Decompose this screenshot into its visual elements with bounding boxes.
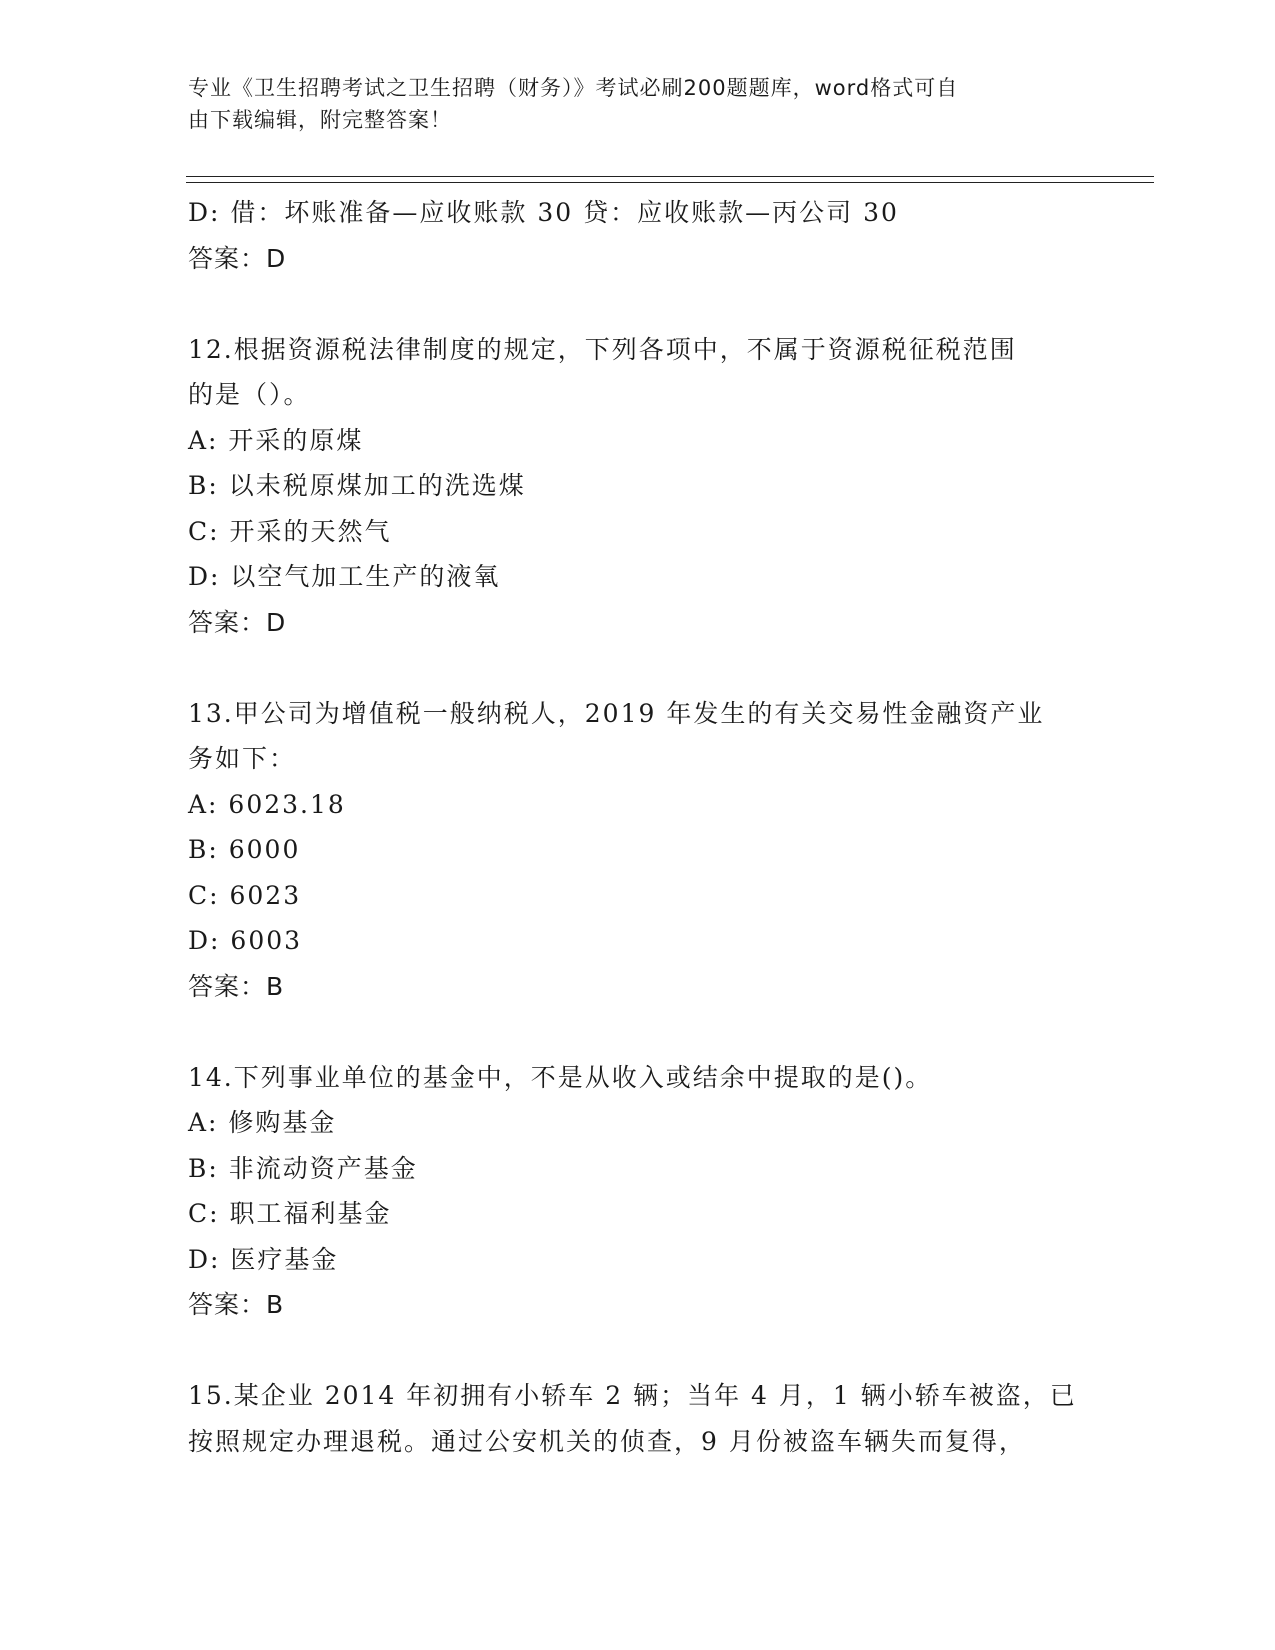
header-rule-top [186, 176, 1154, 177]
answer: 答案：D [188, 607, 287, 637]
answer: 答案：B [188, 1290, 285, 1319]
question-stem-cont: 的是（）。 [188, 380, 311, 409]
question-stem: 12.根据资源税法律制度的规定，下列各项中，不属于资源税征税范围 [188, 334, 1017, 364]
option-b: B: 6000 [188, 835, 301, 864]
question-stem: 13.甲公司为增值税一般纳税人，2019 年发生的有关交易性金融资产业 [188, 698, 1045, 728]
option-a: A: 修购基金 [188, 1108, 337, 1137]
spacer [188, 1328, 1088, 1374]
option-a: A: 6023.18 [188, 789, 346, 819]
option-a: A: 开采的原煤 [188, 425, 364, 455]
answer: 答案：B [188, 971, 285, 1001]
question-stem: 14.下列事业单位的基金中，不是从收入或结余中提取的是()。 [188, 1062, 933, 1092]
option-d: D: 医疗基金 [188, 1244, 339, 1274]
question-stem: 15.某企业 2014 年初拥有小轿车 2 辆；当年 4 月，1 辆小轿车被盗，已 [188, 1381, 1077, 1410]
spacer [188, 645, 1088, 691]
spacer [188, 281, 1088, 327]
option-b: B: 非流动资产基金 [188, 1153, 418, 1183]
header-line-2: 由下载编辑，附完整答案！ [188, 108, 452, 132]
prev-answer: 答案：D [188, 243, 287, 273]
header-line-1: 专业《卫生招聘考试之卫生招聘（财务）》考试必刷200题题库，word格式可自 [188, 76, 959, 100]
option-b: B: 以未税原煤加工的洗选煤 [188, 471, 526, 500]
question-15 [188, 1373, 1088, 1464]
option-c: C: 6023 [188, 880, 302, 910]
option-d: D: 6003 [188, 926, 303, 955]
spacer [188, 1009, 1088, 1055]
question-12 [188, 327, 1088, 646]
question-13 [188, 691, 1088, 1010]
option-c: C: 开采的天然气 [188, 516, 392, 546]
header-rule-bottom [186, 182, 1154, 183]
option-d: D: 以空气加工生产的液氧 [188, 562, 501, 591]
question-stem-cont: 按照规定办理退税。通过公安机关的侦查，9 月份被盗车辆失而复得， [188, 1426, 1026, 1456]
question-stem-cont: 务如下： [188, 744, 297, 773]
prev-option-d: D: 借：坏账准备—应收账款 30 贷：应收账款—丙公司 30 [188, 198, 899, 227]
option-c: C: 职工福利基金 [188, 1199, 392, 1228]
document-header [188, 72, 1068, 136]
question-14 [188, 1055, 1088, 1328]
question-content [188, 190, 1088, 1464]
